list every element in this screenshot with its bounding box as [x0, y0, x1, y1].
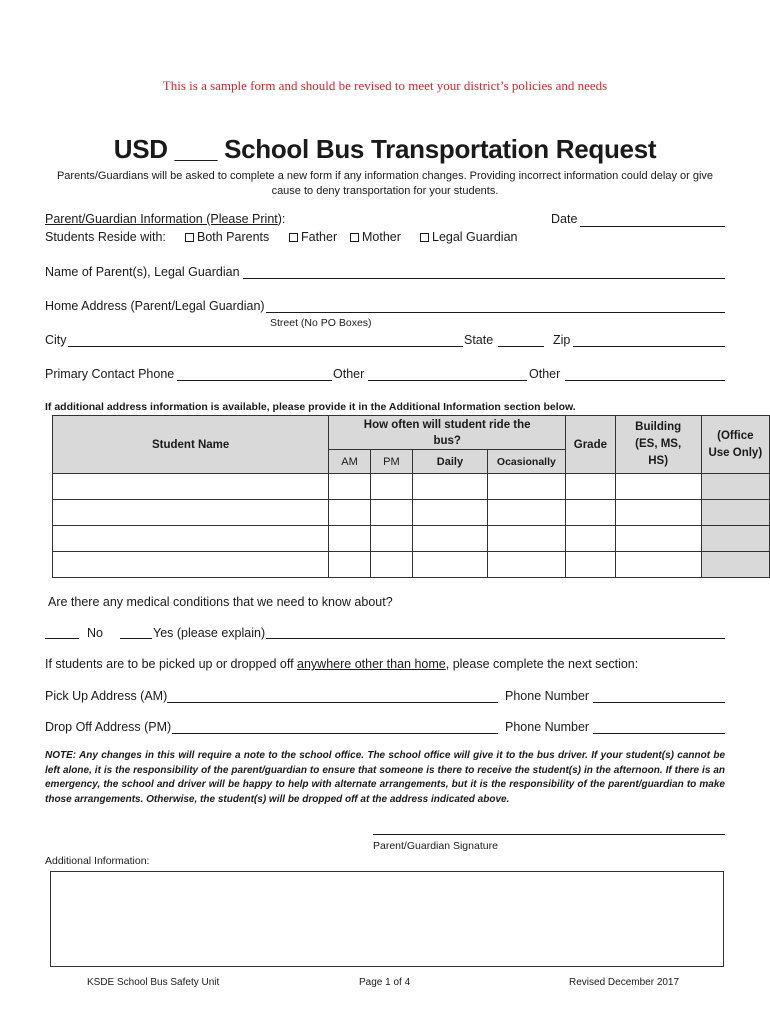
col-office-use: (Office Use Only)	[701, 416, 769, 474]
medical-question: Are there any medical conditions that we need to know about?	[48, 595, 393, 609]
medical-explain-field[interactable]	[266, 638, 725, 639]
building-cell[interactable]	[615, 526, 701, 552]
grade-cell[interactable]	[566, 500, 616, 526]
daily-cell[interactable]	[413, 526, 488, 552]
alt-intro-prefix: If students are to be picked up or dropped off	[45, 657, 298, 671]
checkbox-icon[interactable]	[420, 233, 429, 242]
office-cell	[701, 500, 769, 526]
additional-info-box[interactable]	[50, 871, 724, 967]
office-cell	[701, 474, 769, 500]
parent-name-field[interactable]	[243, 278, 725, 279]
occasionally-cell[interactable]	[487, 474, 565, 500]
dropoff-phone-label: Phone Number	[505, 720, 590, 734]
other-phone-2-field[interactable]	[565, 380, 725, 381]
student-name-cell[interactable]	[53, 526, 329, 552]
occasionally-cell[interactable]	[487, 500, 565, 526]
footer-left: KSDE School Bus Safety Unit	[87, 977, 220, 988]
table-row	[53, 474, 770, 500]
state-label: State	[464, 333, 494, 347]
col-grade: Grade	[566, 416, 616, 474]
grade-cell[interactable]	[566, 552, 616, 578]
daily-cell[interactable]	[413, 474, 488, 500]
zip-field[interactable]	[573, 346, 725, 347]
medical-yes-field[interactable]	[120, 638, 152, 639]
table-intro: If additional address information is available, please provide it in the Additional Information section below.	[45, 401, 576, 413]
checkbox-icon[interactable]	[350, 233, 359, 242]
student-name-cell[interactable]	[53, 500, 329, 526]
daily-cell[interactable]	[413, 500, 488, 526]
signature-label: Parent/Guardian Signature	[373, 840, 498, 852]
pm-cell[interactable]	[370, 526, 412, 552]
office-cell	[701, 552, 769, 578]
reside-option-label: Father	[301, 230, 338, 244]
reside-option-label: Both Parents	[197, 230, 270, 244]
parent-name-label: Name of Parent(s), Legal Guardian	[45, 265, 240, 279]
occasionally-cell[interactable]	[487, 526, 565, 552]
reside-option-mother[interactable]	[350, 230, 401, 244]
pm-cell[interactable]	[370, 552, 412, 578]
reside-option-both-parents[interactable]	[185, 230, 269, 244]
table-row	[53, 552, 770, 578]
parent-info-heading	[45, 212, 285, 226]
home-address-label: Home Address (Parent/Legal Guardian)	[45, 299, 265, 313]
pickup-address-field[interactable]	[167, 702, 498, 703]
reside-option-father[interactable]	[289, 230, 337, 244]
col-pm: PM	[370, 450, 412, 474]
col-how-often: How often will student ride the bus?	[329, 416, 566, 450]
building-cell[interactable]	[615, 500, 701, 526]
date-label: Date	[551, 212, 578, 226]
parent-info-heading-text: Parent/Guardian Information (Please Print	[45, 212, 278, 226]
zip-label: Zip	[553, 333, 571, 347]
street-hint: Street (No PO Boxes)	[270, 317, 372, 329]
medical-no-field[interactable]	[45, 638, 79, 639]
daily-cell[interactable]	[413, 552, 488, 578]
other-phone-1-label: Other	[333, 367, 365, 381]
reside-option-legal-guardian[interactable]	[420, 230, 517, 244]
signature-field[interactable]	[373, 834, 725, 835]
state-field[interactable]	[498, 346, 544, 347]
pm-cell[interactable]	[370, 500, 412, 526]
col-occasionally: Ocasionally	[487, 450, 565, 474]
city-field[interactable]	[68, 346, 463, 347]
table-row	[53, 526, 770, 552]
student-name-cell[interactable]	[53, 552, 329, 578]
home-address-field[interactable]	[266, 312, 725, 313]
dropoff-address-label: Drop Off Address (PM)	[45, 720, 172, 734]
office-cell	[701, 526, 769, 552]
occasionally-cell[interactable]	[487, 552, 565, 578]
dropoff-phone-field[interactable]	[593, 733, 725, 734]
footer-page-number: Page 1 of 4	[359, 977, 411, 988]
district-notice: This is a sample form and should be revised to meet your district’s policies and needs	[162, 78, 608, 93]
primary-phone-label: Primary Contact Phone	[45, 367, 175, 381]
am-cell[interactable]	[329, 474, 370, 500]
checkbox-icon[interactable]	[185, 233, 194, 242]
date-field[interactable]	[580, 226, 725, 227]
note-paragraph: NOTE: Any changes in this will require a note to the school office. The school office will give it to the bus driver. If your student(s) cannot be left alone, it is the responsibility of the parent/guardian to ensure that someone is there to receive the student(s) in the afternoon. If there is an emergency, the school and driver will be happy to help with alternate arrangements, but it is the responsibility of the parent/guardian to make those arrangements. Otherwise, the student(s) will be dropped off at the address indicated above.	[45, 750, 725, 805]
city-label: City	[45, 333, 67, 347]
am-cell[interactable]	[329, 500, 370, 526]
reside-option-label: Mother	[362, 230, 401, 244]
pickup-address-label: Pick Up Address (AM)	[45, 689, 168, 703]
alt-intro-suffix: , please complete the next section:	[445, 657, 639, 671]
grade-cell[interactable]	[566, 474, 616, 500]
reside-label: Students Reside with:	[45, 230, 166, 244]
building-cell[interactable]	[615, 474, 701, 500]
medical-yes-label: Yes (please explain)	[153, 626, 266, 640]
student-name-cell[interactable]	[53, 474, 329, 500]
building-cell[interactable]	[615, 552, 701, 578]
alt-address-intro	[45, 657, 638, 671]
checkbox-icon[interactable]	[289, 233, 298, 242]
medical-no-label: No	[87, 626, 103, 640]
student-table	[52, 415, 770, 578]
pickup-phone-field[interactable]	[593, 702, 725, 703]
alt-intro-underlined: anywhere other than home	[297, 657, 446, 671]
pm-cell[interactable]	[370, 474, 412, 500]
footer-revised: Revised December 2017	[569, 977, 680, 988]
am-cell[interactable]	[329, 552, 370, 578]
form-subtitle: Parents/Guardians will be asked to complete a new form if any information changes. Providing incorrect information could delay or give cause to deny transportation for your students.	[56, 170, 714, 197]
dropoff-address-field[interactable]	[172, 733, 498, 734]
am-cell[interactable]	[329, 526, 370, 552]
table-row	[53, 500, 770, 526]
col-building: Building (ES, MS, HS)	[615, 416, 701, 474]
col-student-name: Student Name	[53, 416, 329, 474]
other-phone-1-field[interactable]	[368, 380, 527, 381]
grade-cell[interactable]	[566, 526, 616, 552]
primary-phone-field[interactable]	[177, 380, 332, 381]
reside-option-label: Legal Guardian	[432, 230, 518, 244]
additional-info-label: Additional Information:	[45, 855, 150, 867]
col-am: AM	[329, 450, 370, 474]
pickup-phone-label: Phone Number	[505, 689, 590, 703]
other-phone-2-label: Other	[529, 367, 561, 381]
col-daily: Daily	[413, 450, 488, 474]
form-title: USD ___ School Bus Transportation Request	[113, 134, 657, 164]
parent-info-heading-suffix: ):	[277, 212, 286, 226]
